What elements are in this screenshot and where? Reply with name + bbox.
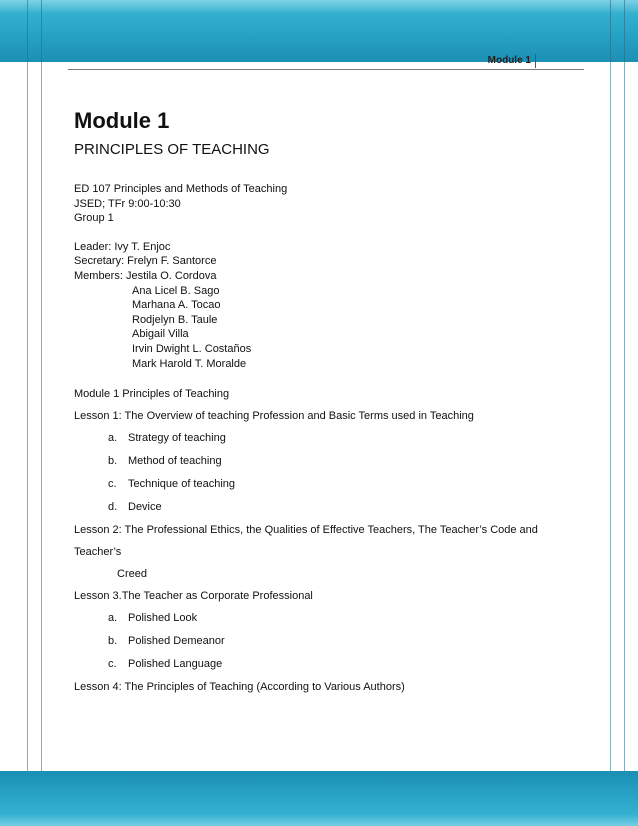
secretary-line: Secretary: Frelyn F. Santorce — [74, 255, 217, 268]
lessons-section — [74, 387, 574, 694]
member-name: Marhana A. Tocao — [132, 299, 221, 312]
course-line-3: Group 1 — [74, 212, 114, 225]
list-text: Device — [128, 501, 162, 514]
top-decorative-band — [0, 0, 638, 62]
header-separator — [535, 54, 536, 68]
members-prefix: Members: — [74, 269, 126, 282]
list-text: Polished Look — [128, 612, 198, 625]
lesson-3-title: Lesson 3.The Teacher as Corporate Professional — [74, 590, 313, 603]
leader-line: Leader: Ivy T. Enjoc — [74, 240, 171, 253]
list-item — [74, 657, 574, 671]
list-letter: a. — [108, 612, 118, 625]
frame-line-left-inner — [41, 0, 42, 826]
team-info — [74, 240, 574, 371]
document-body — [74, 108, 574, 702]
list-letter: a. — [108, 432, 118, 445]
list-item — [74, 477, 574, 491]
module-line: Module 1 Principles of Teaching — [74, 388, 230, 401]
bottom-band-shine — [0, 814, 638, 826]
list-letter: b. — [108, 635, 118, 648]
header-rule — [68, 69, 584, 70]
top-band-shine — [0, 0, 638, 14]
list-text: Polished Demeanor — [128, 635, 225, 648]
course-line-2: JSED; TFr 9:00-10:30 — [74, 197, 181, 210]
frame-line-right-inner — [610, 0, 611, 826]
lesson-2-title-cont: Teacher’s — [74, 546, 122, 559]
list-item — [74, 611, 574, 625]
lesson-2-title: Lesson 2: The Professional Ethics, the Qualities of Effective Teachers, The Teacher’s Code and — [74, 524, 538, 537]
member-name: Ana Licel B. Sago — [132, 284, 220, 297]
list-item — [74, 454, 574, 468]
lesson-1-title: Lesson 1: The Overview of teaching Profession and Basic Terms used in Teaching — [74, 410, 474, 423]
list-text: Method of teaching — [128, 455, 222, 468]
member-name: Jestila O. Cordova — [125, 269, 217, 282]
frame-line-right-outer — [624, 0, 625, 826]
list-letter: d. — [108, 501, 118, 514]
list-letter: c. — [108, 658, 117, 671]
list-text: Strategy of teaching — [128, 432, 226, 445]
member-name: Mark Harold T. Moralde — [132, 357, 247, 370]
list-text: Technique of teaching — [128, 478, 236, 491]
member-name: Rodjelyn B. Taule — [132, 313, 218, 326]
member-name: Abigail Villa — [132, 328, 189, 341]
list-letter: c. — [108, 478, 117, 491]
list-item — [74, 500, 574, 514]
header-module-label: Module 1 — [487, 55, 531, 66]
member-name: Irvin Dwight L. Costaños — [132, 342, 252, 355]
lesson-2-creed: Creed — [117, 568, 147, 581]
list-letter: b. — [108, 455, 118, 468]
list-item — [74, 431, 574, 445]
frame-line-left-outer — [27, 0, 28, 826]
page-subtitle: PRINCIPLES OF TEACHING — [74, 141, 270, 158]
members-line — [74, 269, 574, 284]
bottom-decorative-band — [0, 771, 638, 826]
list-item — [74, 634, 574, 648]
page-title: Module 1 — [74, 108, 170, 133]
course-line-1: ED 107 Principles and Methods of Teaching — [74, 183, 288, 195]
lesson-4-title: Lesson 4: The Principles of Teaching (According to Various Authors) — [74, 681, 405, 694]
list-text: Polished Language — [128, 658, 223, 671]
course-info — [74, 182, 574, 226]
